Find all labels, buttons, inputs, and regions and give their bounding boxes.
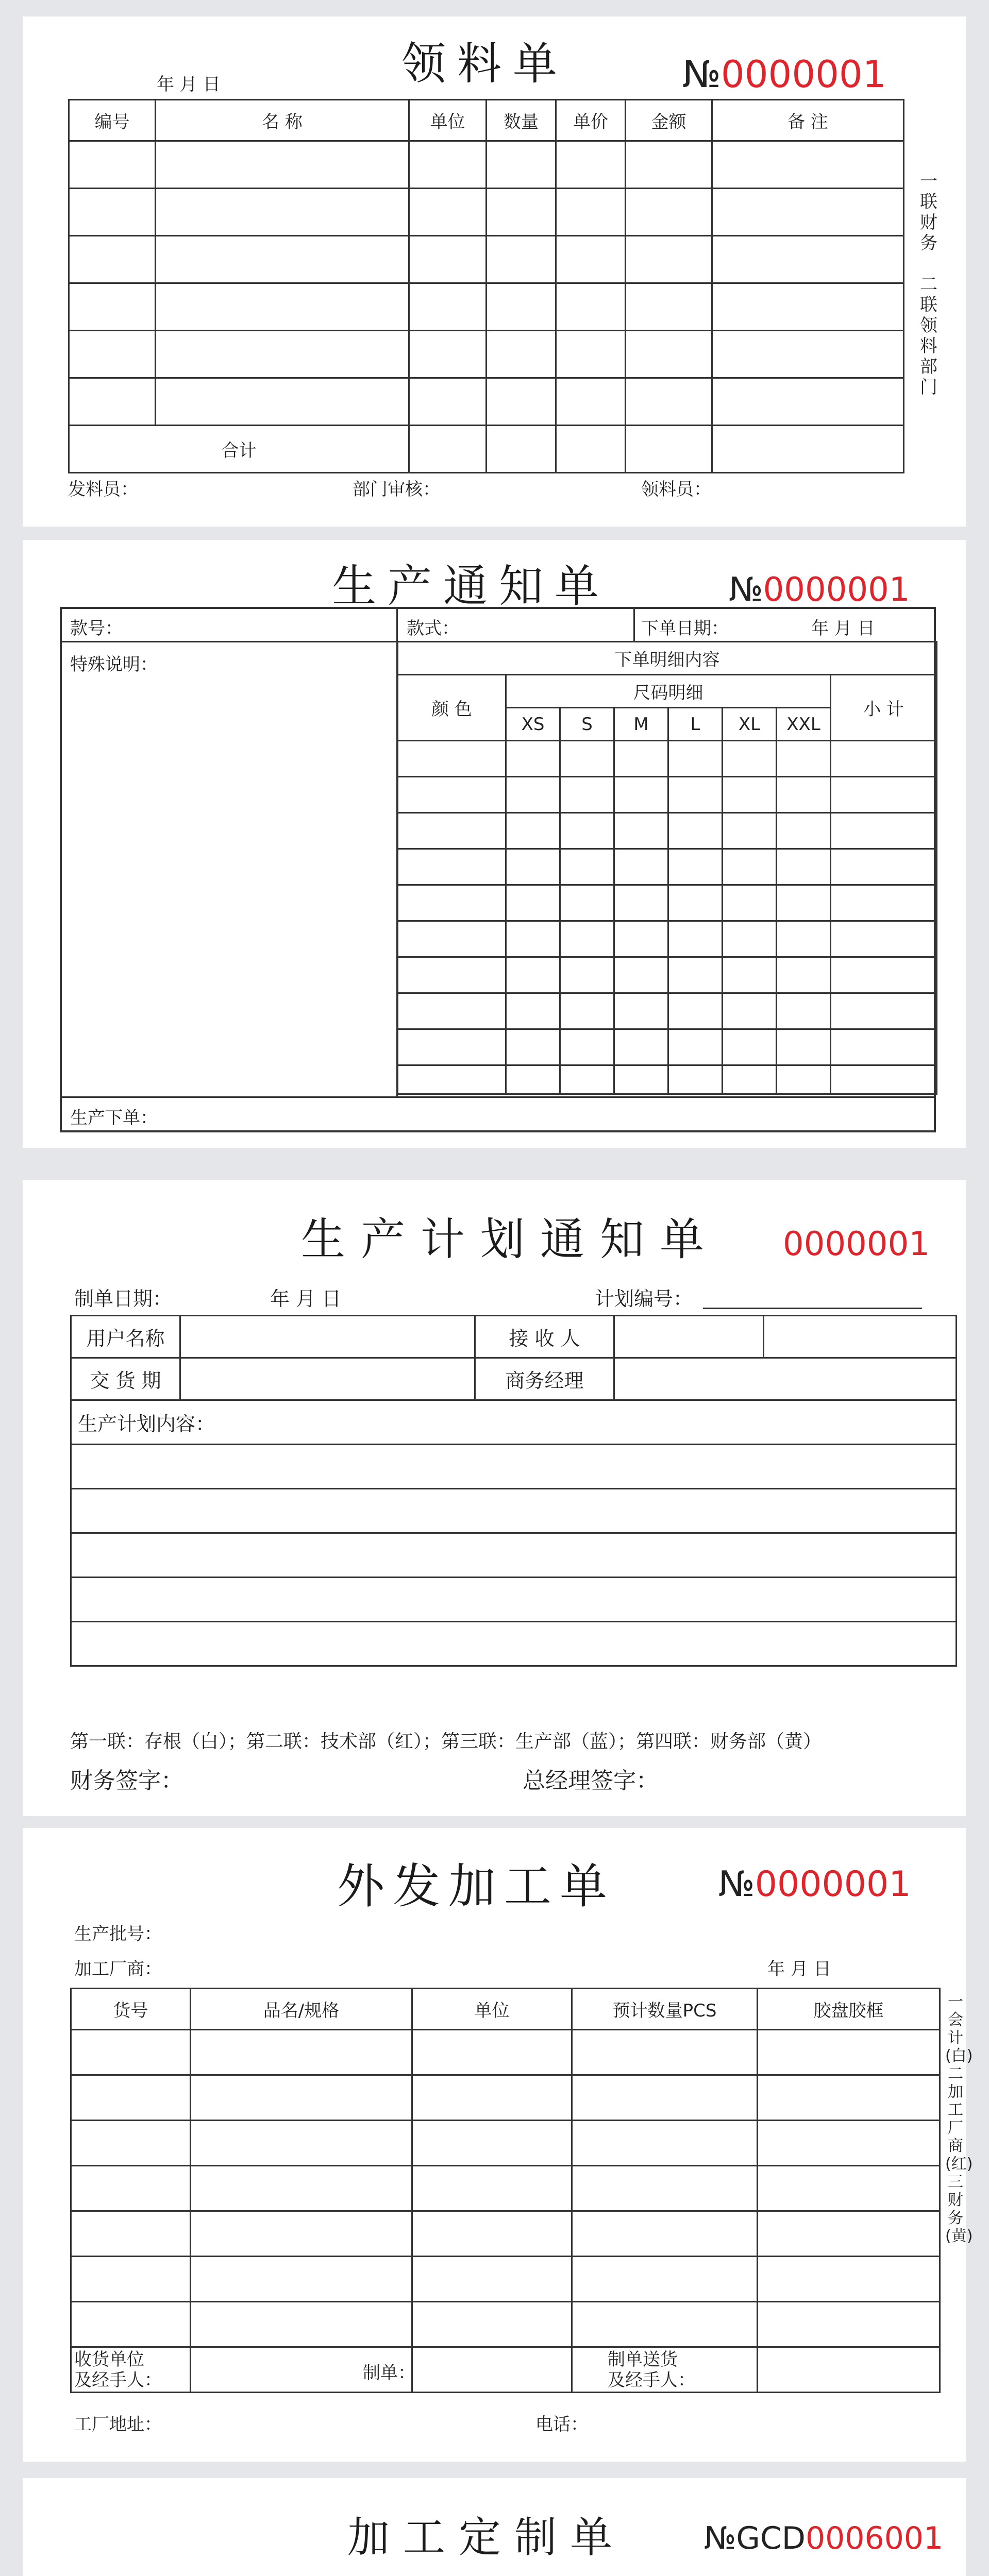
- form-title: 领料单: [401, 38, 568, 90]
- divider: [60, 1096, 936, 1098]
- table-row: [71, 2302, 940, 2347]
- delivery-label: 交 货 期: [71, 1358, 180, 1400]
- size-s: S: [560, 708, 614, 741]
- table-row: [398, 921, 937, 957]
- detail-header: 下单明细内容: [398, 642, 937, 675]
- serial-value: 0006001: [806, 2520, 944, 2556]
- size-m: M: [614, 708, 668, 741]
- form-outsourcing: [23, 1828, 973, 2462]
- serial-prefix: №GCD: [704, 2520, 806, 2556]
- production-order-label: 生产下单：: [70, 1108, 158, 1128]
- table-row: [71, 1445, 957, 1489]
- col-header: 单位: [412, 1989, 572, 2030]
- date-line: 年 月 日: [767, 1959, 831, 1979]
- col-header: 品名/规格: [191, 1989, 412, 2030]
- form-production-plan: [23, 1180, 966, 1816]
- plan-number-label: 计划编号：: [595, 1287, 693, 1310]
- receiver-label: 接 收 人: [475, 1316, 614, 1358]
- table-row: [71, 2030, 940, 2075]
- table-row: [71, 2211, 940, 2257]
- table-row: [69, 378, 904, 426]
- field-style-no: 款号：: [70, 618, 123, 639]
- table-row: [71, 2121, 940, 2166]
- date-line: 年 月 日: [270, 1287, 342, 1310]
- serial-number: [729, 571, 910, 609]
- gm-signature: 总经理签字：: [523, 1768, 659, 1794]
- phone-label: 电话：: [535, 2414, 588, 2435]
- col-header: 数量: [487, 100, 556, 141]
- plan-number-underline: [703, 1308, 922, 1309]
- manager-label: 商务经理: [475, 1358, 614, 1400]
- table-row: [71, 1622, 957, 1666]
- color-header: 颜 色: [398, 675, 506, 741]
- special-notes-label: 特殊说明：: [70, 654, 158, 675]
- side-note-copies: 一会计(白)二加工厂商(红)三财务(黄): [945, 1993, 973, 2245]
- table-row: [69, 189, 904, 236]
- table-row: [398, 1029, 937, 1065]
- date-line: 年 月 日: [157, 74, 221, 95]
- serial-prefix: №: [729, 571, 763, 609]
- footer-issuer: 发料员：: [68, 479, 138, 500]
- customer-label: 用户名称: [71, 1316, 180, 1358]
- size-xs: XS: [506, 708, 560, 741]
- subtotal-header: 小 计: [831, 675, 937, 741]
- footer-receiver: 领料员：: [641, 479, 711, 500]
- serial-value: 0000001: [783, 1225, 930, 1263]
- serial-number: [783, 1225, 930, 1263]
- finance-signature: 财务签字：: [70, 1768, 183, 1794]
- col-header: 备 注: [712, 100, 904, 141]
- form-custom-processing: [23, 2478, 966, 2576]
- form-title: 外发加工单: [337, 1859, 616, 1914]
- size-xxl: XXL: [777, 708, 831, 741]
- date-label: 制单日期：: [74, 1287, 173, 1310]
- table-row: [71, 1533, 957, 1578]
- col-header: 单价: [556, 100, 626, 141]
- serial-prefix: №: [718, 1864, 755, 1905]
- size-l: L: [668, 708, 723, 741]
- table-row: [398, 777, 937, 813]
- table-row: [398, 741, 937, 777]
- requisition-table: [68, 99, 904, 473]
- size-xl: XL: [723, 708, 777, 741]
- maker-label: 制单：: [363, 2363, 415, 2383]
- col-header: 胶盘胶框: [758, 1989, 940, 2030]
- table-row: [71, 2166, 940, 2211]
- address-label: 工厂地址：: [74, 2414, 162, 2435]
- sender-label: 制单送货 及经手人：: [608, 2349, 695, 2391]
- table-row: [398, 993, 937, 1029]
- field-date-line: 年 月 日: [811, 618, 875, 639]
- total-label: 合计: [69, 426, 409, 473]
- col-header: 货号: [71, 1989, 191, 2030]
- serial-value: 0000001: [720, 53, 886, 96]
- form-title: 加工定制单: [347, 2513, 626, 2562]
- plan-table: [70, 1315, 957, 1667]
- serial-number: [682, 53, 886, 96]
- outsourcing-table: [70, 1988, 941, 2393]
- table-row: [398, 849, 937, 885]
- table-row: [69, 331, 904, 378]
- footer-dept-review: 部门审核：: [353, 479, 440, 500]
- table-row: [69, 141, 904, 189]
- col-header: 编号: [69, 100, 156, 141]
- table-row: [71, 2347, 940, 2393]
- factory-label: 加工厂商：: [74, 1959, 162, 1979]
- table-row: [71, 2075, 940, 2121]
- table-row: [398, 813, 937, 849]
- field-style: 款式：: [407, 618, 459, 639]
- form-production-notice: [23, 540, 966, 1148]
- batch-label: 生产批号：: [74, 1924, 162, 1944]
- col-header: 金额: [626, 100, 712, 141]
- field-order-date: 下单日期：: [641, 618, 729, 639]
- serial-prefix: №: [682, 53, 721, 96]
- side-note-finance: 一联财务: [920, 171, 937, 253]
- serial-value: 0000001: [763, 571, 910, 609]
- table-row: [398, 1065, 937, 1094]
- form-material-requisition: [23, 16, 966, 527]
- form-title: 生产通知单: [332, 561, 610, 612]
- serial-number: [704, 2520, 943, 2556]
- table-row: [398, 885, 937, 921]
- table-row: [71, 1578, 957, 1622]
- form-title: 生产计划通知单: [301, 1214, 719, 1265]
- serial-value: 0000001: [755, 1864, 911, 1905]
- table-row: [71, 2257, 940, 2302]
- col-header: 名 称: [156, 100, 409, 141]
- divider: [633, 607, 635, 641]
- col-header: 预计数量PCS: [572, 1989, 758, 2030]
- size-detail-table: [397, 641, 937, 1095]
- size-header: 尺码明细: [506, 675, 831, 708]
- side-note-dept: 二联领料部门: [920, 274, 937, 398]
- plan-content-label: 生产计划内容：: [71, 1400, 957, 1445]
- receiver-label: 收货单位 及经手人：: [74, 2349, 162, 2391]
- col-header: 单位: [409, 100, 487, 141]
- copies-note: 第一联：存根（白）；第二联：技术部（红）；第三联：生产部（蓝）；第四联：财务部（黄）: [70, 1731, 822, 1752]
- table-row: [398, 957, 937, 993]
- total-row: [69, 426, 904, 473]
- serial-number: [718, 1864, 911, 1905]
- table-row: [71, 1489, 957, 1533]
- table-row: [69, 283, 904, 331]
- table-row: [69, 236, 904, 283]
